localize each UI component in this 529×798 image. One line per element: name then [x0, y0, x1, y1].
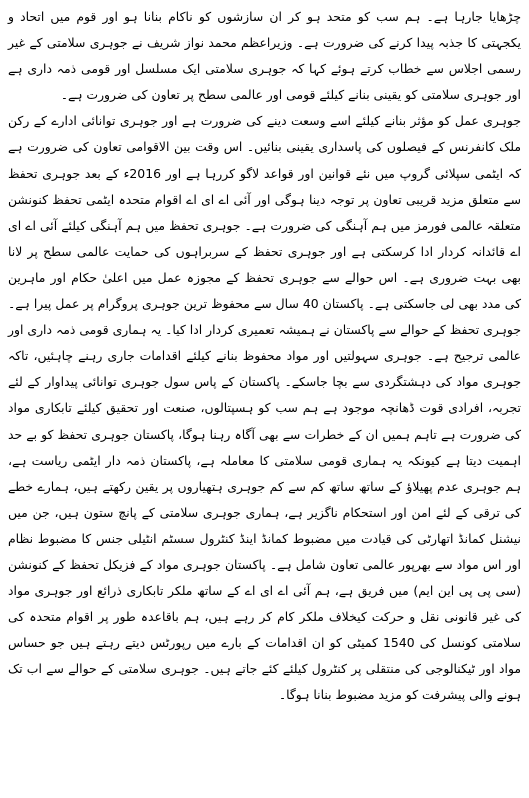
- article-body: [8, 4, 521, 709]
- article-paragraph-1: چڑھایا جارہا ہے۔ ہم سب کو متحد ہو کر ان سازشوں کو ناکام بنانا ہو اور قوم میں اتحاد و یکجہتی کا جذبہ پیدا کرنے کی ضرورت ہے۔ وزیراعظم محمد نواز شریف نے جوہری سلامتی کے غیر رسمی اجلاس سے خطاب کرتے ہوئے کہا کہ جوہری سلامتی ایک مسلسل اور قومی ذمہ داری ہے اور جوہری سلامتی کو یقینی بنانے کیلئے قومی اور عالمی سطح پر تعاون کی ضرورت ہے۔: [8, 9, 521, 103]
- article-paragraph-2: جوہری عمل کو مؤثر بنانے کیلئے اسے وسعت دینے کی ضرورت ہے اور جوہری توانائی ادارے کے رکن ملک کانفرنس کے فیصلوں کی پاسداری یقینی بنائیں۔ اس وقت بین الاقوامی تعاون کی ضرورت ہے کہ ایٹمی سپلائی گروپ میں نئے قوانین اور قواعد لاگو کررہا ہے اور 2016ء کے بعد جوہری تحفظ سے متعلق مزید قریبی تعاون پر توجہ دینا ہوگی اور آئی اے ای اے اقوام متحدہ ایٹمی تحفظ کنونشن متعلقہ عالمی فورمز میں ہم آہنگی کی ضرورت ہے۔ جوہری تحفظ میں ہم آہنگی کیلئے آئی اے ای اے قائدانہ کردار ادا کرسکتی ہے اور جوہری تحفظ کے سربراہوں کی حمایت عالمی سطح پر لانا بھی بہت ضروری ہے۔ اس حوالے سے جوہری تحفظ کے مجوزہ عمل میں اعلیٰ حکام اور ماہرین کی مدد بھی لی جاسکتی ہے۔ پاکستان 40 سال سے محفوظ ترین جوہری پروگرام پر عمل پیرا ہے۔ جوہری تحفظ کے حوالے سے پاکستان نے ہمیشہ تعمیری کردار ادا کیا۔ یہ ہماری قومی ذمہ داری اور عالمی ترجیح ہے۔ جوہری سہولتیں اور مواد محفوظ بنانے کیلئے اقدامات جاری رہنے چاہئیں، تاکہ جوہری مواد کی دہشتگردی سے بچا جاسکے۔ پاکستان کے پاس سول جوہری توانائی پیداوار کے لئے تجربہ، افرادی قوت ڈھانچہ موجود ہے ہم سب کو ہسپتالوں، صنعت اور تحقیق کیلئے تابکاری مواد کی ضرورت ہے تاہم ہمیں ان کے خطرات سے بھی آگاہ رہنا ہوگا، پاکستان جوہری تحفظ کو بے حد اہمیت دیتا ہے کیونکہ یہ ہماری قومی سلامتی کا معاملہ ہے، پاکستان ذمہ دار ایٹمی ریاست ہے، ہم جوہری عدم پھیلاؤ کے ساتھ ساتھ کم سے کم جوہری ہتھیاروں پر یقین رکھتے ہیں، ہمارے خطے کی ترقی کے لئے امن اور استحکام ناگزیر ہے، ہماری جوہری سلامتی کے پانچ ستون ہیں، جن میں نیشنل کمانڈ اتھارٹی کی قیادت میں مضبوط کمانڈ اینڈ کنٹرول سسٹم انٹیلی جنس کا مضبوط نظام اور اس مواد سے بھرپور عالمی تعاون شامل ہے۔ پاکستان جوہری مواد کے فزیکل تحفظ کے کنونشن (سی پی پی این ایم) میں فریق ہے، ہم آئی اے ای اے کے ساتھ ملکر تابکاری ذرائع اور جوہری مواد کی غیر قانونی نقل و حرکت کیخلاف ملکر کام کر رہے ہیں، ہم باقاعدہ طور پر اقوام متحدہ کی سلامتی کونسل کی 1540 کمیٹی کو ان اقدامات کے بارے میں رپورٹس دیتے رہتے ہیں جو حساس مواد اور ٹیکنالوجی کی منتقلی پر کنٹرول کیلئے کئے جاتے ہیں۔ جوہری سلامتی کے حوالے سے اب تک ہونے والی پیشرفت کو مزید مضبوط بنانا ہوگا۔: [8, 113, 521, 703]
